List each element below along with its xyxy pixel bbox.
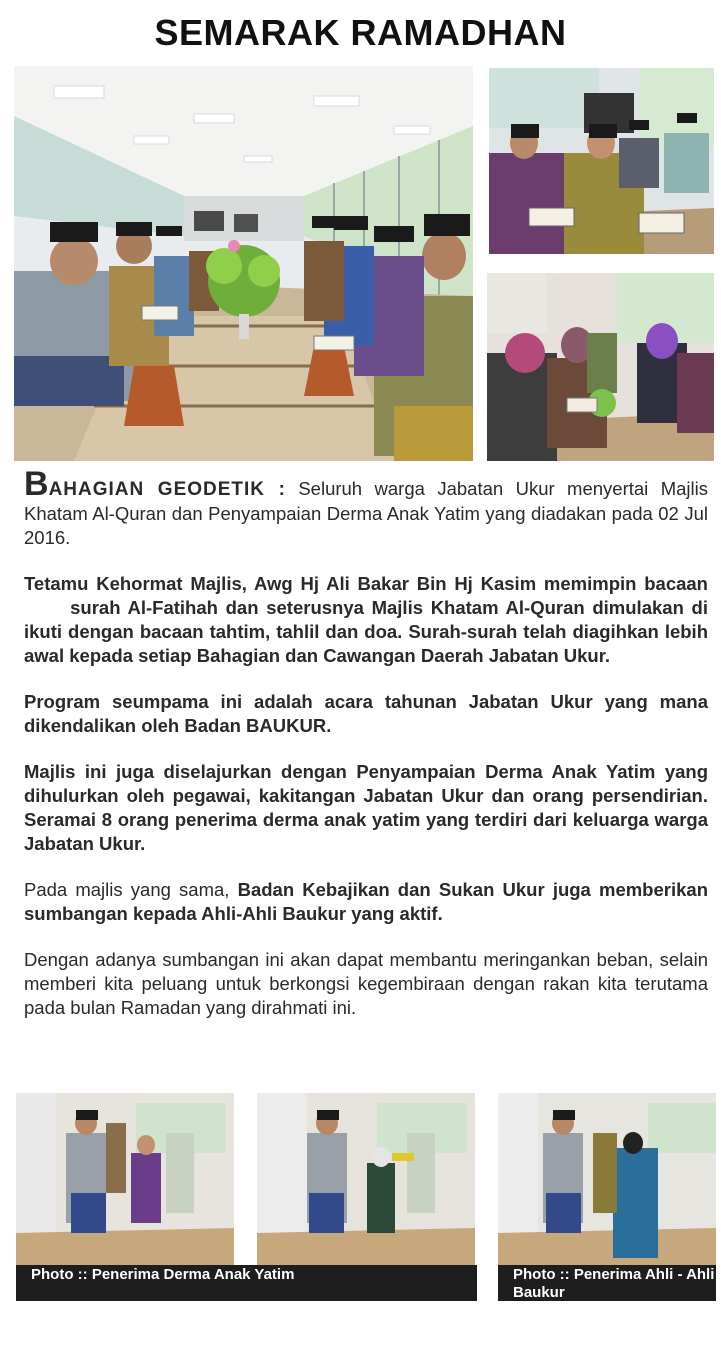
photo-donation-1 xyxy=(16,1093,234,1265)
paragraph-program: Program seumpama ini adalah acara tahunan Jabatan Ukur yang mana dikendalikan oleh Badan BAUKUR. xyxy=(24,691,708,736)
paragraph-badan xyxy=(24,878,708,926)
dropcap: B xyxy=(24,465,49,503)
photo-men-reading xyxy=(489,68,714,254)
intro-text: Seluruh warga Jabatan Ukur menyertai Majlis Khatam Al-Quran dan Penyampaian Derma Anak Yatim yang diadakan pada 02 Jul 2016. xyxy=(24,478,708,548)
section-label: AHAGIAN GEODETIK : xyxy=(48,479,286,500)
paragraph-intro xyxy=(24,465,708,550)
photo-donation-2 xyxy=(257,1093,475,1265)
caption-anak-yatim: Photo :: Penerima Derma Anak Yatim xyxy=(16,1265,477,1301)
paragraph-guest: Tetamu Kehormat Majlis, Awg Hj Ali Bakar Bin Hj Kasim memimpin bacaan surah Al-Fatihah dan seterusnya Majlis Khatam Al-Quran dimulakan di ikuti dengan bacaan tahtim, tahlil dan doa. Surah-surah telah diagihkan lebih awal kepada setiap Bahagian dan Cawangan Daerah Jabatan Ukur. xyxy=(24,573,708,666)
paragraph-donation: Majlis ini juga diselajurkan dengan Penyampaian Derma Anak Yatim yang dihulurkan oleh pegawai, kakitangan Jabatan Ukur dan orang persendirian. Seramai 8 orang penerima derma anak yatim yang terdiri dari keluarga warga Jabatan Ukur. xyxy=(24,761,708,854)
article-body xyxy=(24,465,708,1042)
page-title: SEMARAK RAMADHAN xyxy=(154,12,567,53)
paragraph-closing: Dengan adanya sumbangan ini akan dapat membantu meringankan beban, selain memberi kita peluang untuk berkongsi kegembiraan dengan rakan kita terutama pada bulan Ramadan yang dirahmati ini. xyxy=(24,949,708,1018)
photo-ahli-baukur xyxy=(498,1093,716,1265)
paragraph-badan-prefix: Pada majlis yang sama, xyxy=(24,879,238,900)
paragraph-badan-bold: Badan Kebajikan dan Sukan Ukur juga memberikan sumbangan kepada Ahli-Ahli Baukur yang aktif. xyxy=(24,879,708,924)
caption-ahli-baukur: Photo :: Penerima Ahli - Ahli Baukur xyxy=(498,1265,716,1301)
photo-khatam-quran-main xyxy=(14,66,473,461)
photo-women-reading xyxy=(487,273,714,461)
